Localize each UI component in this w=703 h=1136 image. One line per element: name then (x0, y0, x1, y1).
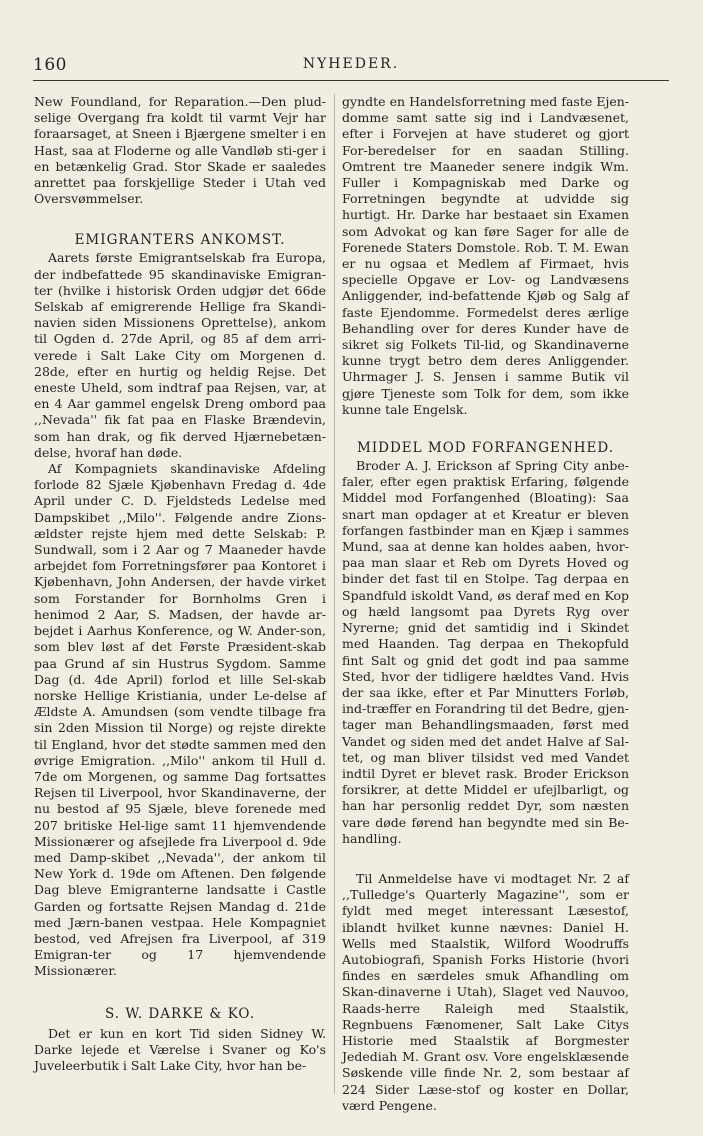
paragraph-notice: Til Anmeldelse have vi modtaget Nr. 2 af ,,Tulledge's Quarterly Magazine'', som er fyldt med meget interessant Læsestof, iblandt hvilket kunne nævnes: Daniel H. Wells med Staalstik, Wilford Woodruffs Autobiografi, Spanish Forks Historie (hvori findes en særdeles smuk Afhandling om Skan-dinaverne i Utah), Slaget ved Nauvoo, Raads-herre Raleigh med Staalstik, Regnbuens Fænomener, Salt Lake Citys Historie med Staalstik af Borgmester Jedediah M. Grant osv. Vore engelsklæsende Søskende ville finde Nr. 2, som bestaar af 224 Sider Læse-stof og koster en Dollar, værd Pengene. (342, 870, 629, 1113)
page-header (33, 55, 669, 79)
paragraph-middel: Broder A. J. Erickson af Spring City anbe-faler, efter egen praktisk Erfaring, følgende Middel mod Forfangenhed (Bloating): Saa snart man opdager at et Kreatur er bleven forfangen fastbinder man en Kjæp i sammes Mund, saa at denne kan holdes aaben, hvor-paa man slaar et Reb om Dyrets Hoved og binder det fast til en Stolpe. Tag derpaa en Spandfuld iskoldt Vand, øs deraf med en Kop og hæld langsomt paa Dyrets Ryg over Nyrerne; gnid det samtidig ind i Skindet med Haanden. Tag derpaa en Thekopfuld fint Salt og gnid det godt ind paa samme Sted, hvor der tidligere hældtes Vand. Hvis der saa ikke, efter et Par Minutters Forløb, ind-træffer en Forandring til det Bedre, gjen-tager man Behandlingsmaaden, først med Vandet og siden med det andet Halve af Sal-tet, og man bliver tilsidst ved med Vandet indtil Dyret er blevet rask. Broder Erickson forsikrer, at dette Middel er ufejlbarligt, og han har personlig reddet Dyr, som næsten vare døde førend han begyndte med sin Be-handling. (342, 458, 629, 846)
header-rule (33, 80, 669, 81)
left-column (34, 94, 326, 1074)
paragraph-emigrants-2: Af Kompagniets skandinaviske Afdeling forlode 82 Sjæle Kjøbenhavn Fredag d. 4de April under C. D. Fjeldsteds Ledelse med Dampskibet ,,Milo''. Følgende andre Zions-ældster rejste hjem med dette Selskab: P. Sundwall, som i 2 Aar og 7 Maaneder havde arbejdet fom Forretningsfører paa Kontoret i Kjøbenhavn, John Andersen, der havde virket som Forstander for Bornholms Gren i henimod 2 Aar, S. Madsen, der havde ar-bejdet i Aarhus Konference, og W. Ander-son, som blev løst af det Første Præsident-skab paa Grund af sin Hustrus Sygdom. Samme Dag (d. 4de April) forlod et lille Sel-skab norske Hellige Kristiania, under Le-delse af Ældste A. Amundsen (som vendte tilbage fra sin 2den Mission til Norge) og rejste direkte til England, hvor det stødte sammen med den øvrige Emigration. ,,Milo'' ankom til Hull d. 7de om Morgenen, og samme Dag fortsattes Rejsen til Liverpool, hvor Skandinaverne, der nu bestod af 95 Sjæle, bleve forenede med 207 britiske Hel-lige samt 11 hjemvendende Missionærer og afsejlede fra Liverpool d. 9de med Damp-skibet ,,Nevada'', der ankom til New York d. 19de om Aftenen. Den følgende Dag bleve Emigranterne landsatte i Castle Garden og fortsatte Rejsen Mandag d. 21de med Jærn-banen vestpaa. Hele Kompagniet bestod, ved Afrejsen fra Liverpool, af 319 Emigran-ter og 17 hjemvendende Missionærer. (34, 461, 326, 979)
paragraph-darke-start: Det er kun en kort Tid siden Sidney W. Darke lejede et Værelse i Svaner og Ko's Juveleerbutik i Salt Lake City, hvor han be- (34, 1025, 326, 1073)
column-divider (334, 94, 335, 1094)
heading-darke: S. W. DARKE & KO. (104, 1005, 256, 1022)
heading-emigrants: EMIGRANTERS ANKOMST. (74, 232, 286, 249)
heading-middel: MIDDEL MOD FORFANGENHED. (357, 440, 614, 457)
paragraph-emigrants-1: Aarets første Emigrantselskab fra Europa, der indbefattede 95 skandinaviske Emigran-ter (hvilke i historisk Orden udgjør det 66de Selskab af emigrerende Hellige fra Skandi-navien siden Missionens Oprettelse), ankom til Ogden d. 27de April, og 85 af dem arri-verede i Salt Lake City om Morgenen d. 28de, efter en hurtig og heldig Rejse. Det eneste Uheld, som indtraf paa Rejsen, var, at en 4 Aar gammel engelsk Dreng ombord paa ,,Nevada'' fik fat paa en Flaske Brændevin, som han drak, og fik derved Hjærnebetæn-delse, hvoraf han døde. (34, 250, 326, 460)
page-number: 160 (33, 55, 67, 75)
paragraph-darke-continued: gyndte en Handelsforretning med faste Ejen-domme samt satte sig ind i Landvæsenet, efter i Forvejen at have studeret og gjort For-beredelser for en saadan Stilling. Omtrent tre Maaneder senere indgik Wm. Fuller i Kompagniskab med Darke og Forretningen begyndte at udvidde sig hurtigt. Hr. Darke har bestaaet sin Examen som Advokat og kan føre Sager for alle de Forenede Staters Domstole. Rob. T. M. Ewan er nu ogsaa et Medlem af Firmaet, hvis specielle Opgave er Lov- og Landvæsens Anliggender, ind-befattende Kjøb og Salg af faste Ejendomme. Formedelst deres ærlige Behandling over for deres Kunder have de sikret sig Folkets Til-lid, og Skandinaverne kunne trygt betro dem deres Anliggender. Uhrmager J. S. Jensen i samme Butik vil gjøre Tjeneste som Tolk for dem, som ikke kunne tale Engelsk. (342, 94, 629, 417)
paragraph-continued: New Foundland, for Reparation.—Den plud-selige Overgang fra koldt til varmt Vejr har foraarsaget, at Sneen i Bjærgene smelter i en Hast, saa at Floderne og alle Vandløb sti-ger i en betænkelig Grad. Stor Skade er saaledes anrettet paa forskjellige Steder i Utah ved Oversvømmelser. (34, 94, 326, 207)
running-head: NYHEDER. (302, 56, 400, 72)
right-column (342, 94, 629, 1114)
